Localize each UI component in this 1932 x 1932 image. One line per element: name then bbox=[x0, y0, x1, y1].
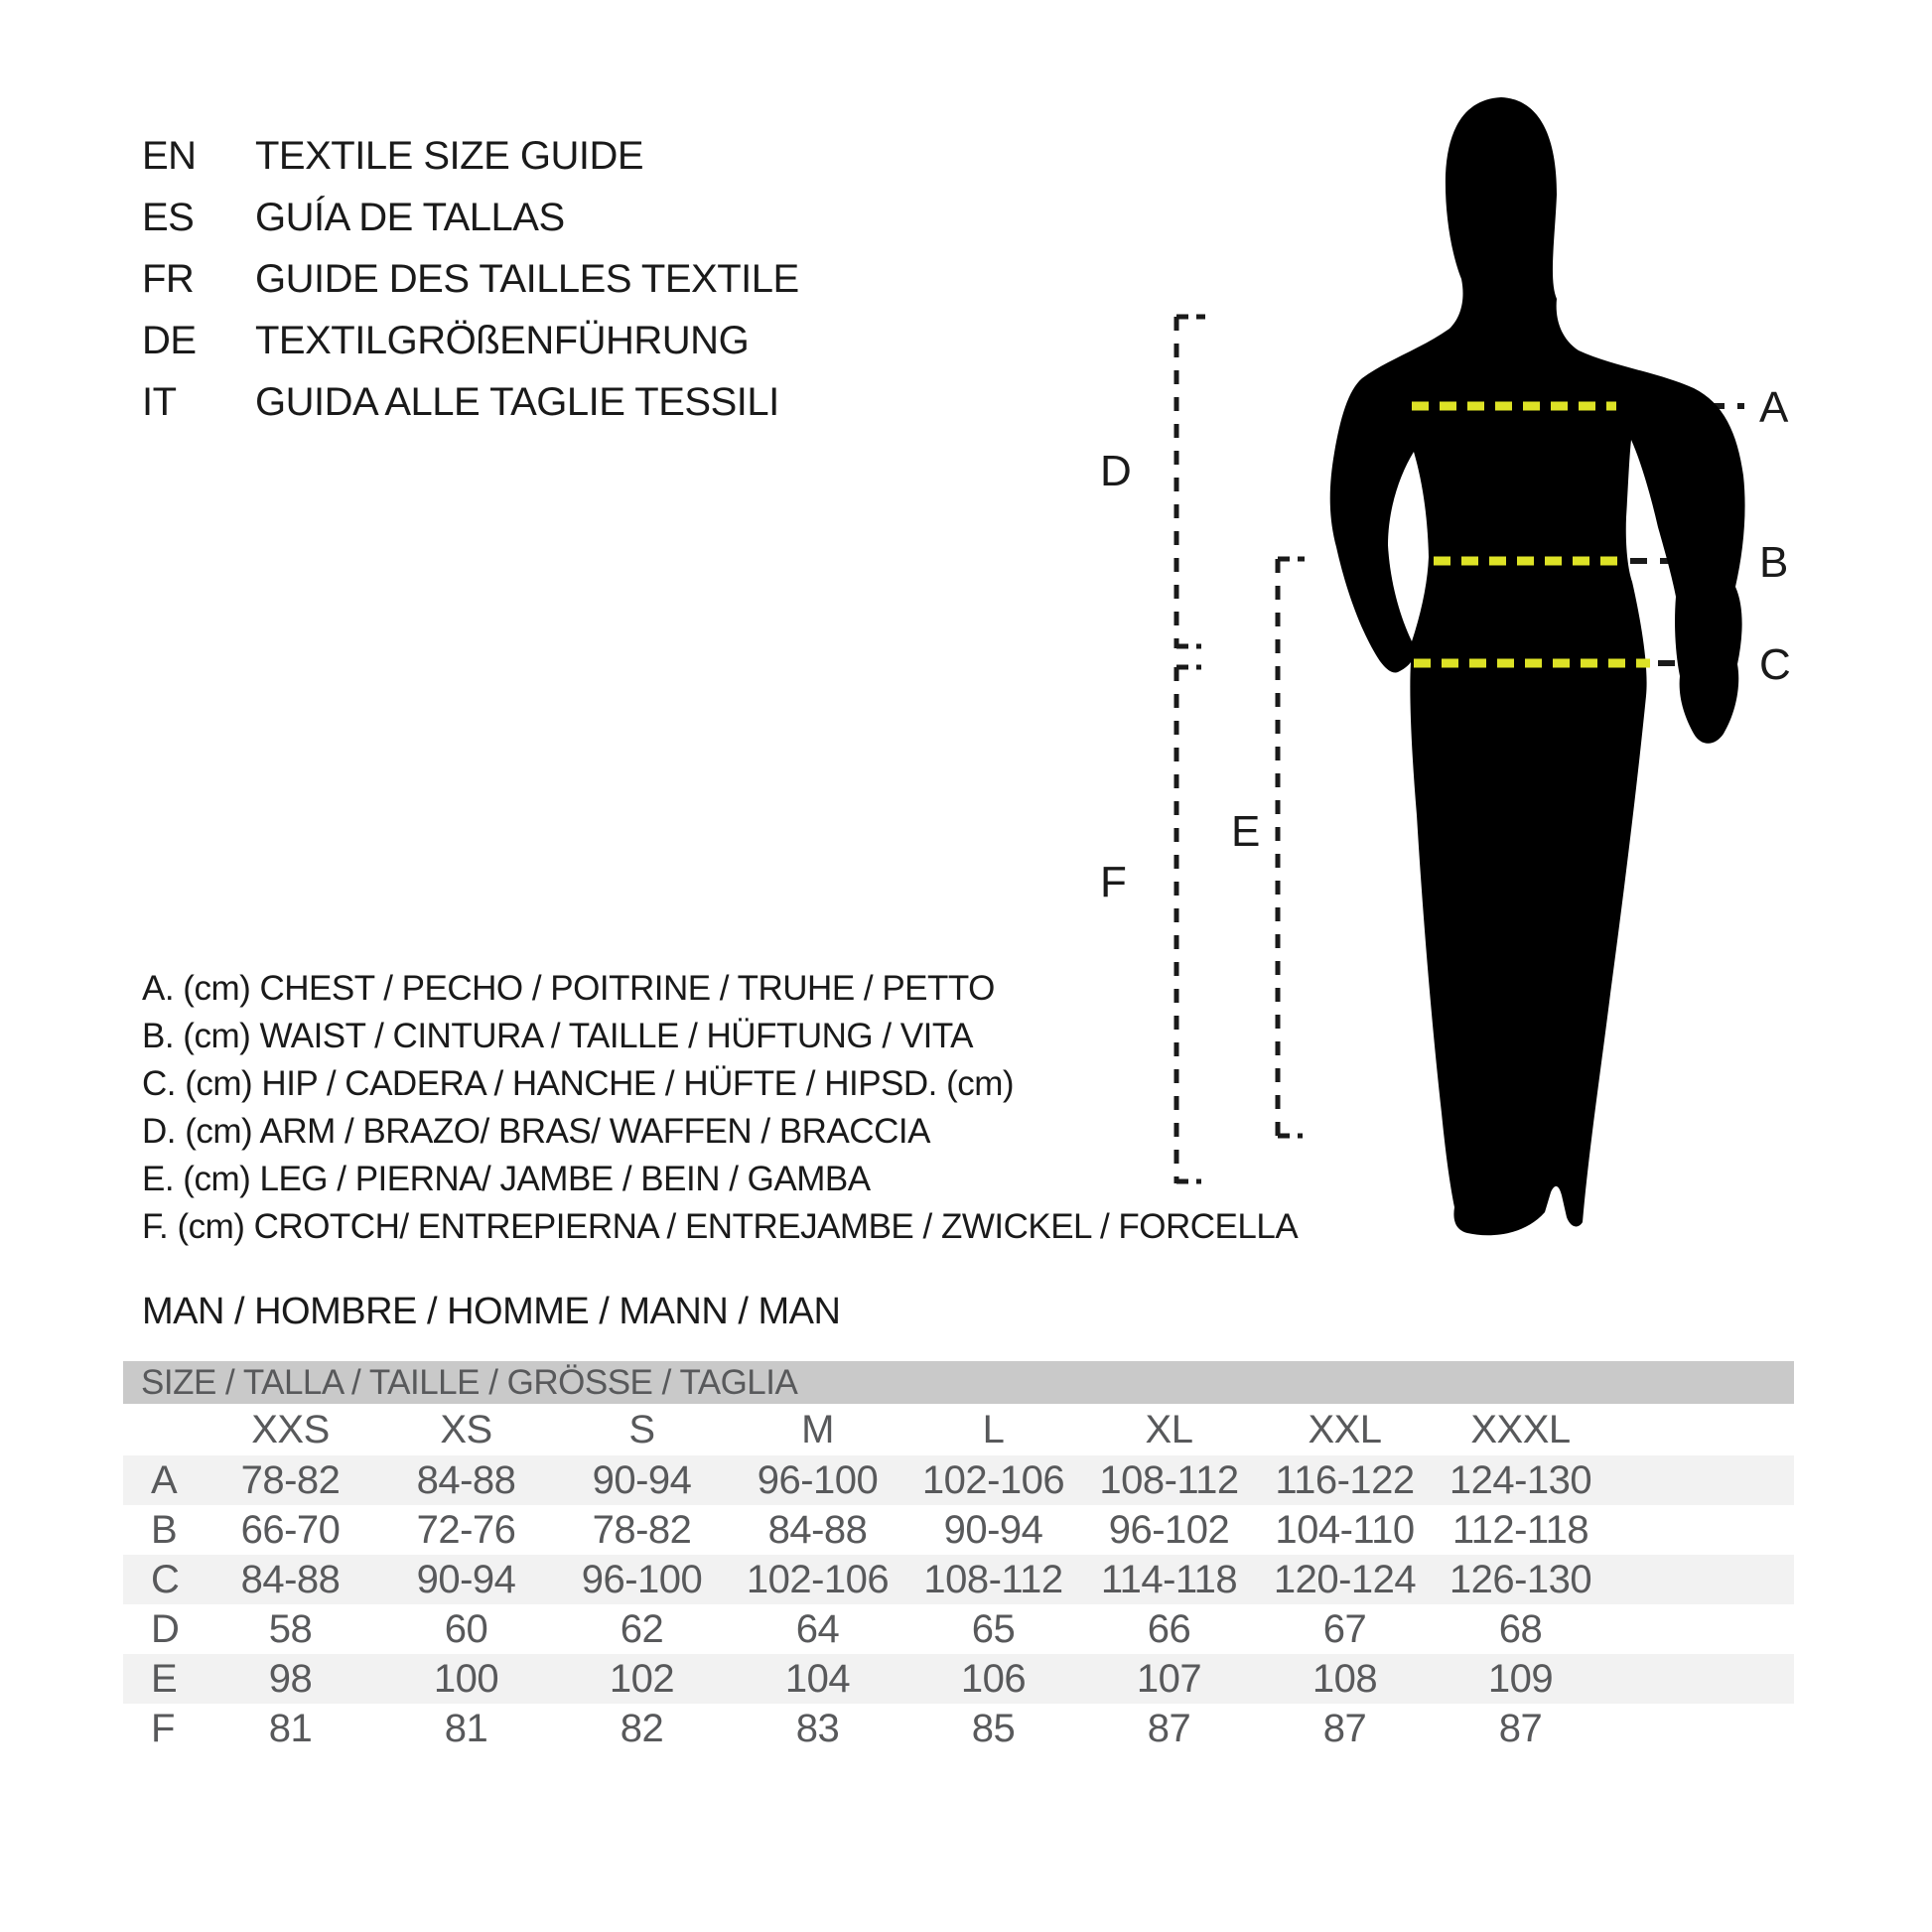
cell: 98 bbox=[268, 1656, 313, 1701]
cell: 126-130 bbox=[1449, 1557, 1592, 1601]
cell: 87 bbox=[1322, 1706, 1367, 1750]
cell: 62 bbox=[620, 1606, 664, 1651]
row-label: F bbox=[151, 1706, 175, 1750]
cell: 65 bbox=[971, 1606, 1016, 1651]
cell: 96-100 bbox=[581, 1557, 703, 1601]
size-col-s: S bbox=[628, 1407, 655, 1451]
row-label: E bbox=[151, 1656, 178, 1701]
lang-code: FR bbox=[142, 256, 195, 301]
cell: 64 bbox=[795, 1606, 840, 1651]
label-waist-b: B bbox=[1759, 538, 1789, 587]
cell: 106 bbox=[960, 1656, 1027, 1701]
cell: 87 bbox=[1147, 1706, 1191, 1750]
row-label: B bbox=[151, 1507, 178, 1552]
cell: 124-130 bbox=[1449, 1457, 1592, 1502]
size-col-l: L bbox=[982, 1407, 1005, 1451]
label-chest-a: A bbox=[1759, 383, 1789, 432]
size-col-xs: XS bbox=[440, 1407, 492, 1451]
cell: 100 bbox=[433, 1656, 499, 1701]
table-row-a bbox=[123, 1455, 1794, 1505]
cell: 78-82 bbox=[592, 1507, 692, 1552]
cell: 66 bbox=[1147, 1606, 1191, 1651]
size-table bbox=[123, 1361, 1794, 1753]
cell: 83 bbox=[795, 1706, 840, 1750]
size-col-m: M bbox=[801, 1407, 834, 1451]
cell: 96-100 bbox=[757, 1457, 879, 1502]
row-label: C bbox=[151, 1557, 180, 1601]
measurement-legend bbox=[142, 965, 1298, 1251]
cell: 67 bbox=[1322, 1606, 1367, 1651]
label-hip-c: C bbox=[1759, 640, 1791, 689]
cell: 102-106 bbox=[921, 1457, 1065, 1502]
cell: 81 bbox=[444, 1706, 488, 1750]
cell: 120-124 bbox=[1273, 1557, 1417, 1601]
row-label: D bbox=[151, 1606, 180, 1651]
cell: 102-106 bbox=[746, 1557, 890, 1601]
category-heading: MAN / HOMBRE / HOMME / MANN / MAN bbox=[142, 1291, 841, 1332]
legend-waist: B. (cm) WAIST / CINTURA / TAILLE / HÜFTUNG / VITA bbox=[142, 1017, 973, 1055]
size-col-xxl: XXL bbox=[1308, 1407, 1382, 1451]
cell: 114-118 bbox=[1100, 1557, 1238, 1601]
cell: 78-82 bbox=[240, 1457, 341, 1502]
cell: 107 bbox=[1136, 1656, 1202, 1701]
guide-title: GUIDE DES TAILLES TEXTILE bbox=[255, 256, 799, 301]
table-row-f bbox=[123, 1704, 1794, 1753]
cell: 109 bbox=[1487, 1656, 1554, 1701]
cell: 81 bbox=[268, 1706, 313, 1750]
label-leg-e: E bbox=[1231, 807, 1261, 856]
cell: 58 bbox=[268, 1606, 313, 1651]
cell: 112-118 bbox=[1451, 1507, 1589, 1552]
cell: 96-102 bbox=[1108, 1507, 1230, 1552]
lang-code: ES bbox=[142, 195, 195, 239]
cell: 108-112 bbox=[923, 1557, 1063, 1601]
size-table-header-band: SIZE / TALLA / TAILLE / GRÖSSE / TAGLIA bbox=[123, 1361, 1794, 1404]
table-row-c bbox=[123, 1555, 1794, 1604]
lang-code: IT bbox=[142, 379, 177, 424]
cell: 60 bbox=[444, 1606, 488, 1651]
cell: 72-76 bbox=[416, 1507, 516, 1552]
cell: 68 bbox=[1498, 1606, 1543, 1651]
cell: 84-88 bbox=[767, 1507, 868, 1552]
cell: 108 bbox=[1311, 1656, 1378, 1701]
table-row-d bbox=[123, 1604, 1794, 1654]
cell: 84-88 bbox=[416, 1457, 516, 1502]
label-arm-d: D bbox=[1100, 447, 1132, 495]
legend-hip: C. (cm) HIP / CADERA / HANCHE / HÜFTE / HIPSD. (cm) bbox=[142, 1064, 1015, 1103]
guide-title: GUIDA ALLE TAGLIE TESSILI bbox=[255, 379, 779, 424]
legend-crotch: F. (cm) CROTCH/ ENTREPIERNA / ENTREJAMBE / ZWICKEL / FORCELLA bbox=[142, 1207, 1299, 1246]
cell: 116-122 bbox=[1275, 1457, 1415, 1502]
size-header-row bbox=[123, 1404, 1794, 1455]
cell: 102 bbox=[609, 1656, 675, 1701]
row-label: A bbox=[151, 1457, 178, 1502]
cell: 108-112 bbox=[1099, 1457, 1239, 1502]
cell: 90-94 bbox=[943, 1507, 1043, 1552]
cell: 87 bbox=[1498, 1706, 1543, 1750]
cell: 104-110 bbox=[1275, 1507, 1415, 1552]
guide-title: GUÍA DE TALLAS bbox=[255, 195, 565, 239]
table-row-b bbox=[123, 1505, 1794, 1555]
cell: 104 bbox=[784, 1656, 851, 1701]
legend-chest: A. (cm) CHEST / PECHO / POITRINE / TRUHE / PETTO bbox=[142, 969, 995, 1008]
cell: 90-94 bbox=[592, 1457, 692, 1502]
label-crotch-f: F bbox=[1100, 858, 1127, 906]
size-col-xl: XL bbox=[1145, 1407, 1193, 1451]
guide-title: TEXTILE SIZE GUIDE bbox=[255, 133, 644, 178]
legend-leg: E. (cm) LEG / PIERNA/ JAMBE / BEIN / GAMBA bbox=[142, 1160, 871, 1198]
cell: 90-94 bbox=[416, 1557, 516, 1601]
legend-arm: D. (cm) ARM / BRAZO/ BRAS/ WAFFEN / BRACCIA bbox=[142, 1112, 930, 1151]
lang-code: DE bbox=[142, 318, 197, 362]
size-col-xxs: XXS bbox=[251, 1407, 330, 1451]
lang-code: EN bbox=[142, 133, 197, 178]
table-row-e bbox=[123, 1654, 1794, 1704]
size-col-xxxl: XXXL bbox=[1470, 1407, 1571, 1451]
cell: 82 bbox=[620, 1706, 664, 1750]
guide-title: TEXTILGRÖßENFÜHRUNG bbox=[255, 318, 750, 362]
cell: 84-88 bbox=[240, 1557, 341, 1601]
cell: 66-70 bbox=[240, 1507, 341, 1552]
cell: 85 bbox=[971, 1706, 1016, 1750]
